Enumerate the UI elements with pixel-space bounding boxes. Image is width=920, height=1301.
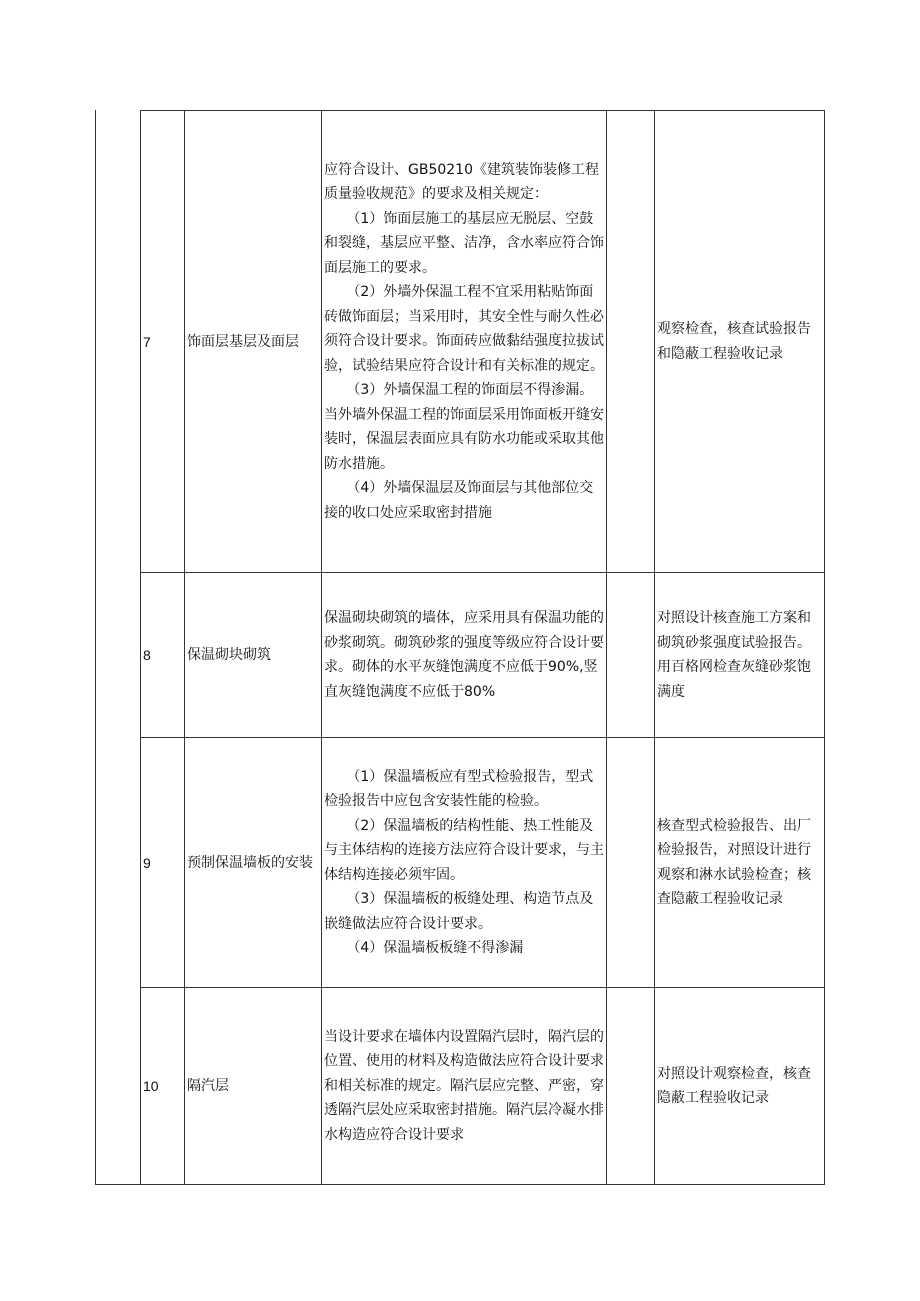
row-number: 7 — [143, 333, 151, 350]
requirement-text: 保温砌块砌筑的墙体，应采用具有保温功能的砂浆砌筑。砌筑砂浆的强度等级应符合设计要求。砌体的水平灰缝饱满度不应低于90%,竖直灰缝饱满度不应低于80% — [324, 610, 604, 700]
requirement-text: （1）保温墙板应有型式检验报告，型式检验报告中应包含安装性能的检验。 — [324, 768, 594, 809]
requirement-cell — [322, 573, 606, 737]
inspection-method: 对照设计观察检查，核查隐蔽工程验收记录 — [657, 1065, 811, 1106]
row-number: 8 — [143, 647, 151, 663]
requirement-cell — [322, 738, 606, 987]
requirement-cell — [322, 988, 606, 1184]
inspection-method: 核查型式检验报告、出厂检验报告，对照设计进行观察和淋水试验检查；核查隐蔽工程验收记录 — [657, 817, 811, 907]
requirement-text: （3）保温墙板的板缝处理、构造节点及嵌缝做法应符合设计要求。 — [324, 891, 594, 932]
requirement-text: （2）外墙外保温工程不宜采用粘贴饰面砖做饰面层；当采用时，其安全性与耐久性必须符合设计要求。饰面砖应做黏结强度拉拔试验，试验结果应符合设计和有关标准的规定。 — [324, 284, 604, 374]
row-number: 9 — [143, 854, 151, 871]
row-number: 10 — [143, 1078, 159, 1094]
inspection-method: 观察检查，核查试验报告和隐蔽工程验收记录 — [657, 321, 811, 362]
item-name: 饰面层基层及面层 — [187, 333, 299, 350]
requirement-text: （3）外墙保温工程的饰面层不得渗漏。当外墙外保温工程的饰面层采用饰面板开缝安装时，保温层表面应具有防水功能或采取其他防水措施。 — [324, 382, 604, 472]
requirement-text: （2）保温墙板的结构性能、热工性能及与主体结构的连接方法应符合设计要求，与主体结构连接必须牢固。 — [324, 817, 604, 883]
requirement-cell — [322, 111, 606, 572]
item-name: 隔汽层 — [187, 1078, 229, 1094]
requirement-text: （4）保温墙板板缝不得渗漏 — [346, 940, 524, 956]
requirement-text: 应符合设计、GB50210《建筑装饰装修工程质量验收规范》的要求及相关规定： — [324, 161, 599, 203]
item-name: 保温砌块砌筑 — [187, 647, 271, 663]
item-name: 预制保温墙板的安装 — [187, 854, 313, 871]
requirement-text: 当设计要求在墙体内设置隔汽层时，隔汽层的位置、使用的材料及构造做法应符合设计要求和相关标准的规定。隔汽层应完整、严密，穿透隔汽层处应采取密封措施。隔汽层冷凝水排水构造应符合设计要求 — [324, 1028, 604, 1143]
column-divider — [606, 110, 607, 1185]
inspection-method: 对照设计核查施工方案和砌筑砂浆强度试验报告。用百格网检查灰缝砂浆饱满度 — [657, 610, 811, 700]
requirement-text: （1）饰面层施工的基层应无脱层、空鼓和裂缝，基层应平整、洁净，含水率应符合饰面层施工的要求。 — [324, 210, 604, 276]
requirement-text: （4）外墙保温层及饰面层与其他部位交接的收口处应采取密封措施 — [324, 480, 594, 521]
